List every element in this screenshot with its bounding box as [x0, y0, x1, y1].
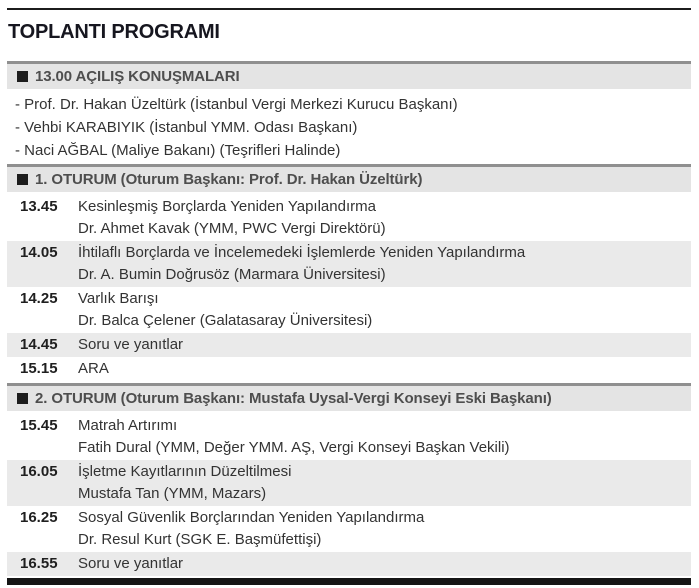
square-bullet-icon — [17, 71, 28, 82]
section-header-opening — [7, 61, 691, 89]
bottom-divider — [7, 578, 691, 585]
session-speaker: Dr. Resul Kurt (SGK E. Başmüfettişi) — [78, 531, 322, 548]
section-label: 1. OTURUM (Oturum Başkanı: Prof. Dr. Hakan Üzeltürk) — [35, 171, 423, 188]
session-speaker: Dr. Balca Çelener (Galatasaray Üniversitesi) — [78, 312, 373, 329]
schedule-row — [7, 506, 691, 552]
session-topic: İhtilaflı Borçlarda ve İncelemedeki İşlemlerde Yeniden Yapılandırma — [78, 244, 526, 261]
session-1-schedule — [7, 195, 691, 381]
schedule-row — [7, 195, 691, 241]
opening-speakers-list — [8, 93, 691, 162]
list-item: - Prof. Dr. Hakan Üzeltürk (İstanbul Vergi Merkezi Kurucu Başkanı) — [8, 93, 691, 116]
session-time: 16.55 — [20, 555, 58, 572]
square-bullet-icon — [17, 393, 28, 404]
schedule-row — [7, 552, 691, 576]
section-label: 13.00 AÇILIŞ KONUŞMALARI — [35, 68, 240, 85]
session-time: 15.45 — [20, 417, 58, 434]
session-time: 14.45 — [20, 336, 58, 353]
session-time: 16.05 — [20, 463, 58, 480]
session-speaker: Dr. A. Bumin Doğrusöz (Marmara Üniversitesi) — [78, 266, 386, 283]
session-topic: Varlık Barışı — [78, 290, 159, 307]
session-topic: Soru ve yanıtlar — [78, 555, 184, 572]
session-topic: Matrah Artırımı — [78, 417, 178, 434]
session-speaker: Mustafa Tan (YMM, Mazars) — [78, 485, 267, 502]
session-topic: İşletme Kayıtlarının Düzeltilmesi — [78, 463, 292, 480]
schedule-row — [7, 287, 691, 333]
list-item: - Vehbi KARABIYIK (İstanbul YMM. Odası Başkanı) — [8, 116, 691, 139]
session-topic: Kesinleşmiş Borçlarda Yeniden Yapılandırma — [78, 198, 376, 215]
session-2-schedule — [7, 414, 691, 576]
schedule-row — [7, 414, 691, 460]
session-speaker: Fatih Dural (YMM, Değer YMM. AŞ, Vergi Konseyi Başkan Vekili) — [78, 439, 510, 456]
schedule-row — [7, 357, 691, 381]
session-time: 14.25 — [20, 290, 58, 307]
section-label: 2. OTURUM (Oturum Başkanı: Mustafa Uysal-Vergi Konseyi Eski Başkanı) — [35, 390, 552, 407]
session-speaker: Dr. Ahmet Kavak (YMM, PWC Vergi Direktörü) — [78, 220, 386, 237]
session-topic: ARA — [78, 360, 109, 377]
top-divider — [7, 8, 691, 10]
schedule-row — [7, 460, 691, 506]
schedule-row — [7, 241, 691, 287]
session-time: 16.25 — [20, 509, 58, 526]
session-topic: Soru ve yanıtlar — [78, 336, 184, 353]
list-item: - Naci AĞBAL (Maliye Bakanı) (Teşrifleri Halinde) — [8, 139, 691, 162]
session-topic: Sosyal Güvenlik Borçlarından Yeniden Yapılandırma — [78, 509, 425, 526]
square-bullet-icon — [17, 174, 28, 185]
schedule-row — [7, 333, 691, 357]
session-time: 15.15 — [20, 360, 58, 377]
section-header-session-2 — [7, 383, 691, 411]
section-header-session-1 — [7, 164, 691, 192]
page-title: TOPLANTI PROGRAMI — [8, 21, 220, 43]
session-time: 14.05 — [20, 244, 58, 261]
session-time: 13.45 — [20, 198, 58, 215]
